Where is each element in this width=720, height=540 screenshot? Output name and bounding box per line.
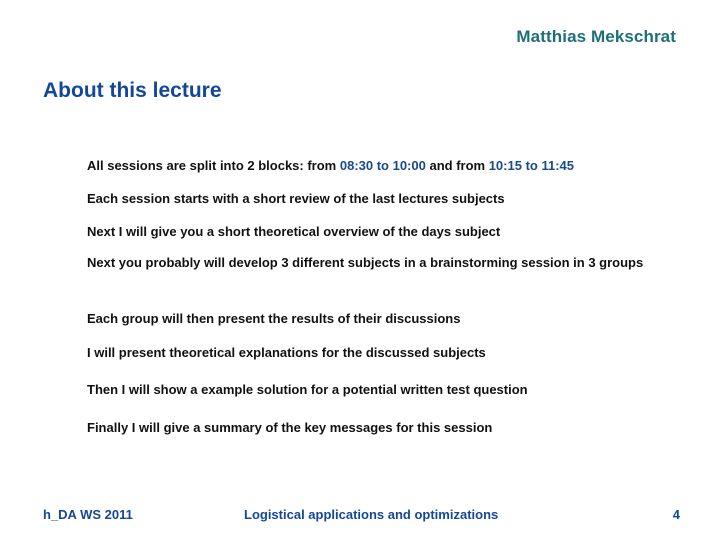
author-name: Matthias Mekschrat <box>516 27 676 46</box>
slide-title: About this lecture <box>43 79 222 102</box>
bullet-text: All sessions are split into 2 blocks: from <box>87 158 340 173</box>
bullet-item: Then I will show a example solution for a potential written test question <box>87 382 528 397</box>
bullet-text: and from <box>425 158 489 173</box>
page-number: 4 <box>672 507 680 522</box>
footer-course-title: Logistical applications and optimizations <box>244 507 499 522</box>
bullet-item: Each group will then present the results of their discussions <box>87 311 461 326</box>
footer-course-term: h_DA WS 2011 <box>43 507 133 522</box>
time-block-1: 08:30 to 10:00 <box>339 158 426 173</box>
bullet-item-schedule <box>87 157 647 174</box>
bullet-item: Each session starts with a short review of the last lectures subjects <box>87 191 505 206</box>
time-block-2: 10:15 to 11:45 <box>488 158 574 173</box>
bullet-item: Next I will give you a short theoretical overview of the days subject <box>87 224 501 239</box>
bullet-item: Next you probably will develop 3 different subjects in a brainstorming session in 3 groups <box>87 255 644 270</box>
bullet-item: I will present theoretical explanations for the discussed subjects <box>87 345 486 360</box>
bullet-item: Finally I will give a summary of the key messages for this session <box>87 420 493 435</box>
